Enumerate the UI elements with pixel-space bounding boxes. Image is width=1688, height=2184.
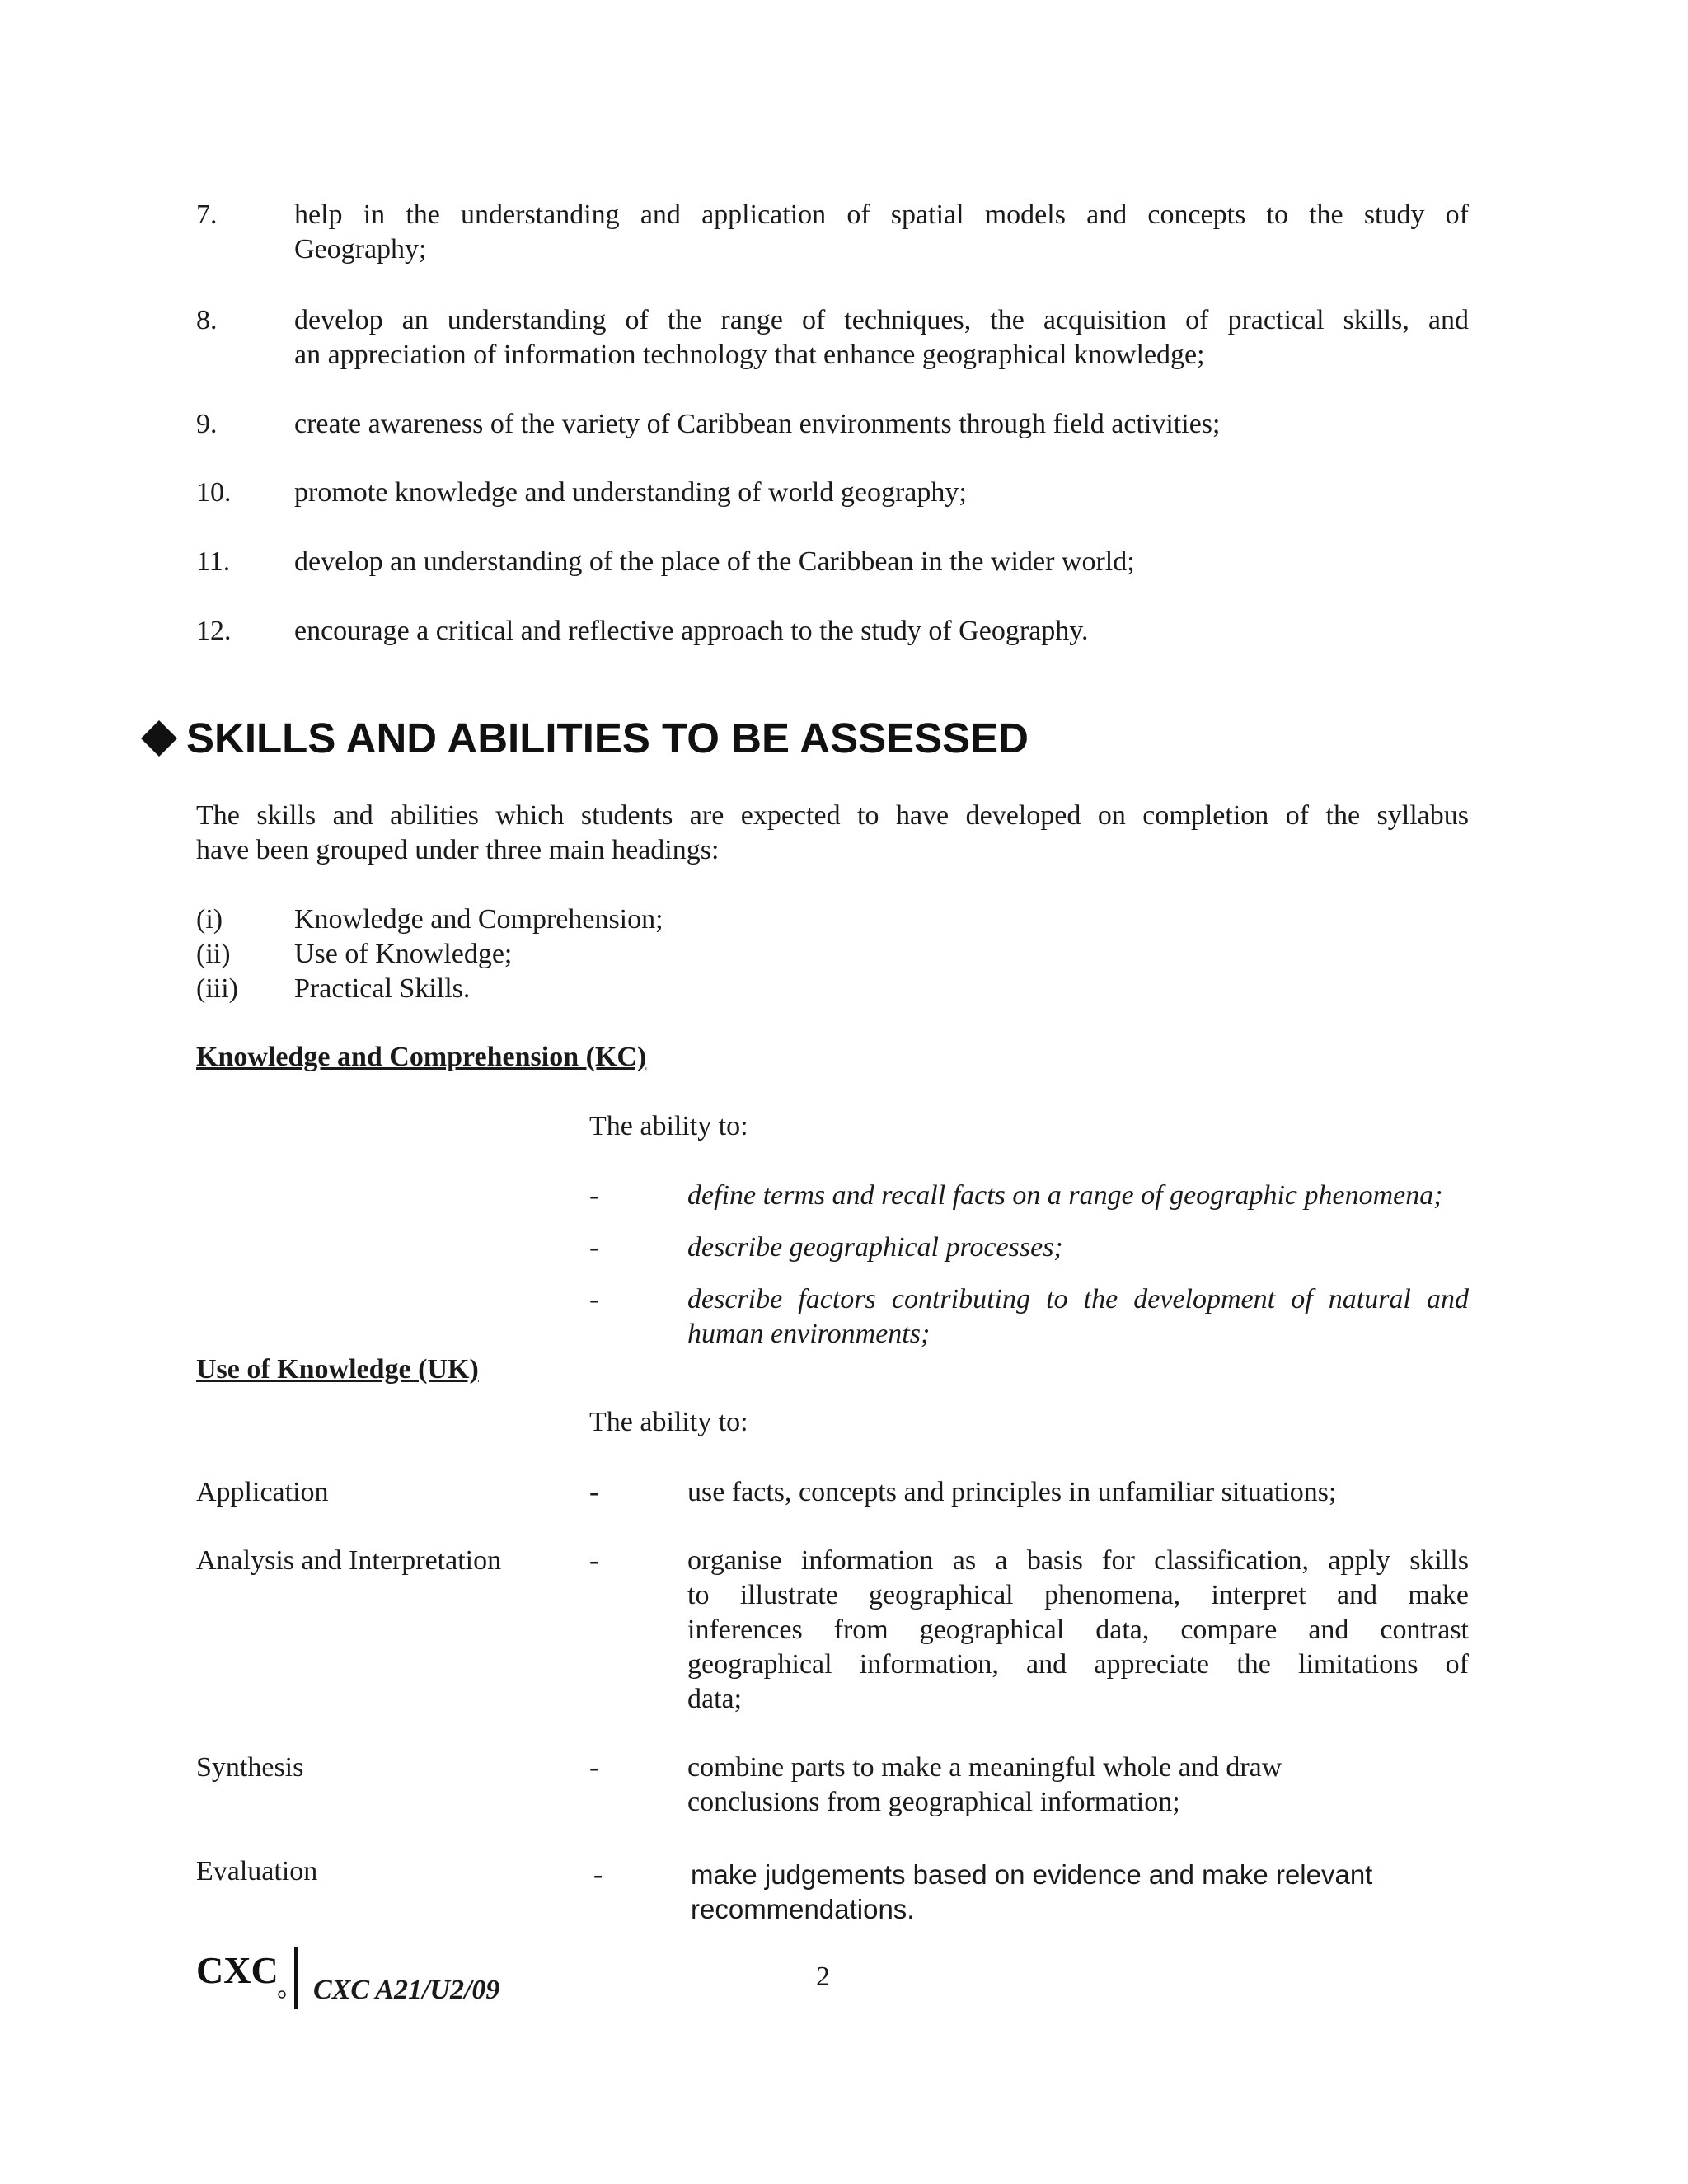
list-item: encourage a critical and reflective approach to the study of Geography. — [294, 616, 1089, 646]
list-item: develop an understanding of the range of techniques, the acquisition of practical skills, and an appreciation of information technology that enhance geographical knowledge; — [294, 305, 1469, 370]
list-number: 8. — [196, 305, 218, 335]
list-number: (i) — [196, 904, 223, 935]
uk-row-label: Application — [196, 1477, 329, 1507]
dash-bullet: - — [589, 1752, 599, 1783]
list-number: 7. — [196, 199, 218, 230]
kc-subheading: Knowledge and Comprehension (KC) — [196, 1042, 647, 1072]
list-item: promote knowledge and understanding of world geography; — [294, 477, 967, 508]
uk-row-label: Evaluation — [196, 1856, 318, 1886]
kc-item: describe geographical processes; — [687, 1232, 1063, 1263]
footer-divider — [294, 1947, 298, 2009]
list-item: Knowledge and Comprehension; — [294, 904, 663, 935]
uk-row-label: Synthesis — [196, 1752, 304, 1783]
list-number: (ii) — [196, 939, 231, 969]
list-item: Practical Skills. — [294, 973, 471, 1004]
dash-bullet: - — [589, 1232, 599, 1263]
kc-item: define terms and recall facts on a range of geographic phenomena; — [687, 1180, 1443, 1211]
list-number: 10. — [196, 477, 232, 508]
logo-text: CXC — [196, 1949, 279, 1991]
section-title: SKILLS AND ABILITIES TO BE ASSESSED — [186, 715, 1029, 762]
uk-row-label: Analysis and Interpretation — [196, 1545, 502, 1576]
footer-code: CXC A21/U2/09 — [313, 1975, 500, 2005]
list-number: 9. — [196, 409, 218, 439]
list-item: help in the understanding and application of spatial models and concepts to the study of Geography; — [294, 199, 1469, 265]
uk-row-text: combine parts to make a meaningful whole and draw conclusions from geographical information; — [687, 1752, 1282, 1817]
list-number: (iii) — [196, 973, 238, 1004]
list-item: create awareness of the variety of Caribbean environments through field activities; — [294, 409, 1221, 439]
kc-ability-intro: The ability to: — [589, 1111, 748, 1141]
page-number: 2 — [816, 1961, 830, 1992]
list-number: 11. — [196, 546, 231, 577]
diamond-bullet-icon — [138, 718, 180, 759]
uk-row-text: use facts, concepts and principles in unfamiliar situations; — [687, 1477, 1337, 1507]
list-number: 12. — [196, 616, 232, 646]
uk-ability-intro: The ability to: — [589, 1407, 748, 1437]
kc-item: describe factors contributing to the development of natural and human environments; — [687, 1284, 1469, 1349]
dash-bullet: - — [589, 1284, 599, 1315]
uk-subheading: Use of Knowledge (UK) — [196, 1354, 479, 1385]
list-item: Use of Knowledge; — [294, 939, 513, 969]
dash-bullet: - — [589, 1477, 599, 1507]
list-item: develop an understanding of the place of the Caribbean in the wider world; — [294, 546, 1135, 577]
section-heading — [138, 714, 1029, 763]
uk-row-text: make judgements based on evidence and make relevant recommendations. — [691, 1859, 1373, 1924]
dash-bullet: - — [589, 1180, 599, 1211]
intro-paragraph: The skills and abilities which students are expected to have developed on completion of the syllabus have been grouped under three main headings: — [196, 800, 1469, 865]
cxc-logo-icon — [196, 1947, 287, 2004]
dash-bullet: - — [589, 1545, 599, 1576]
dash-bullet: - — [593, 1859, 603, 1890]
uk-row-text: organise information as a basis for classification, apply skills to illustrate geographical phenomena, interpret and make inferences from geographical data, compare and contrast geographical information, and appreciate the limitations of data; — [687, 1545, 1469, 1714]
